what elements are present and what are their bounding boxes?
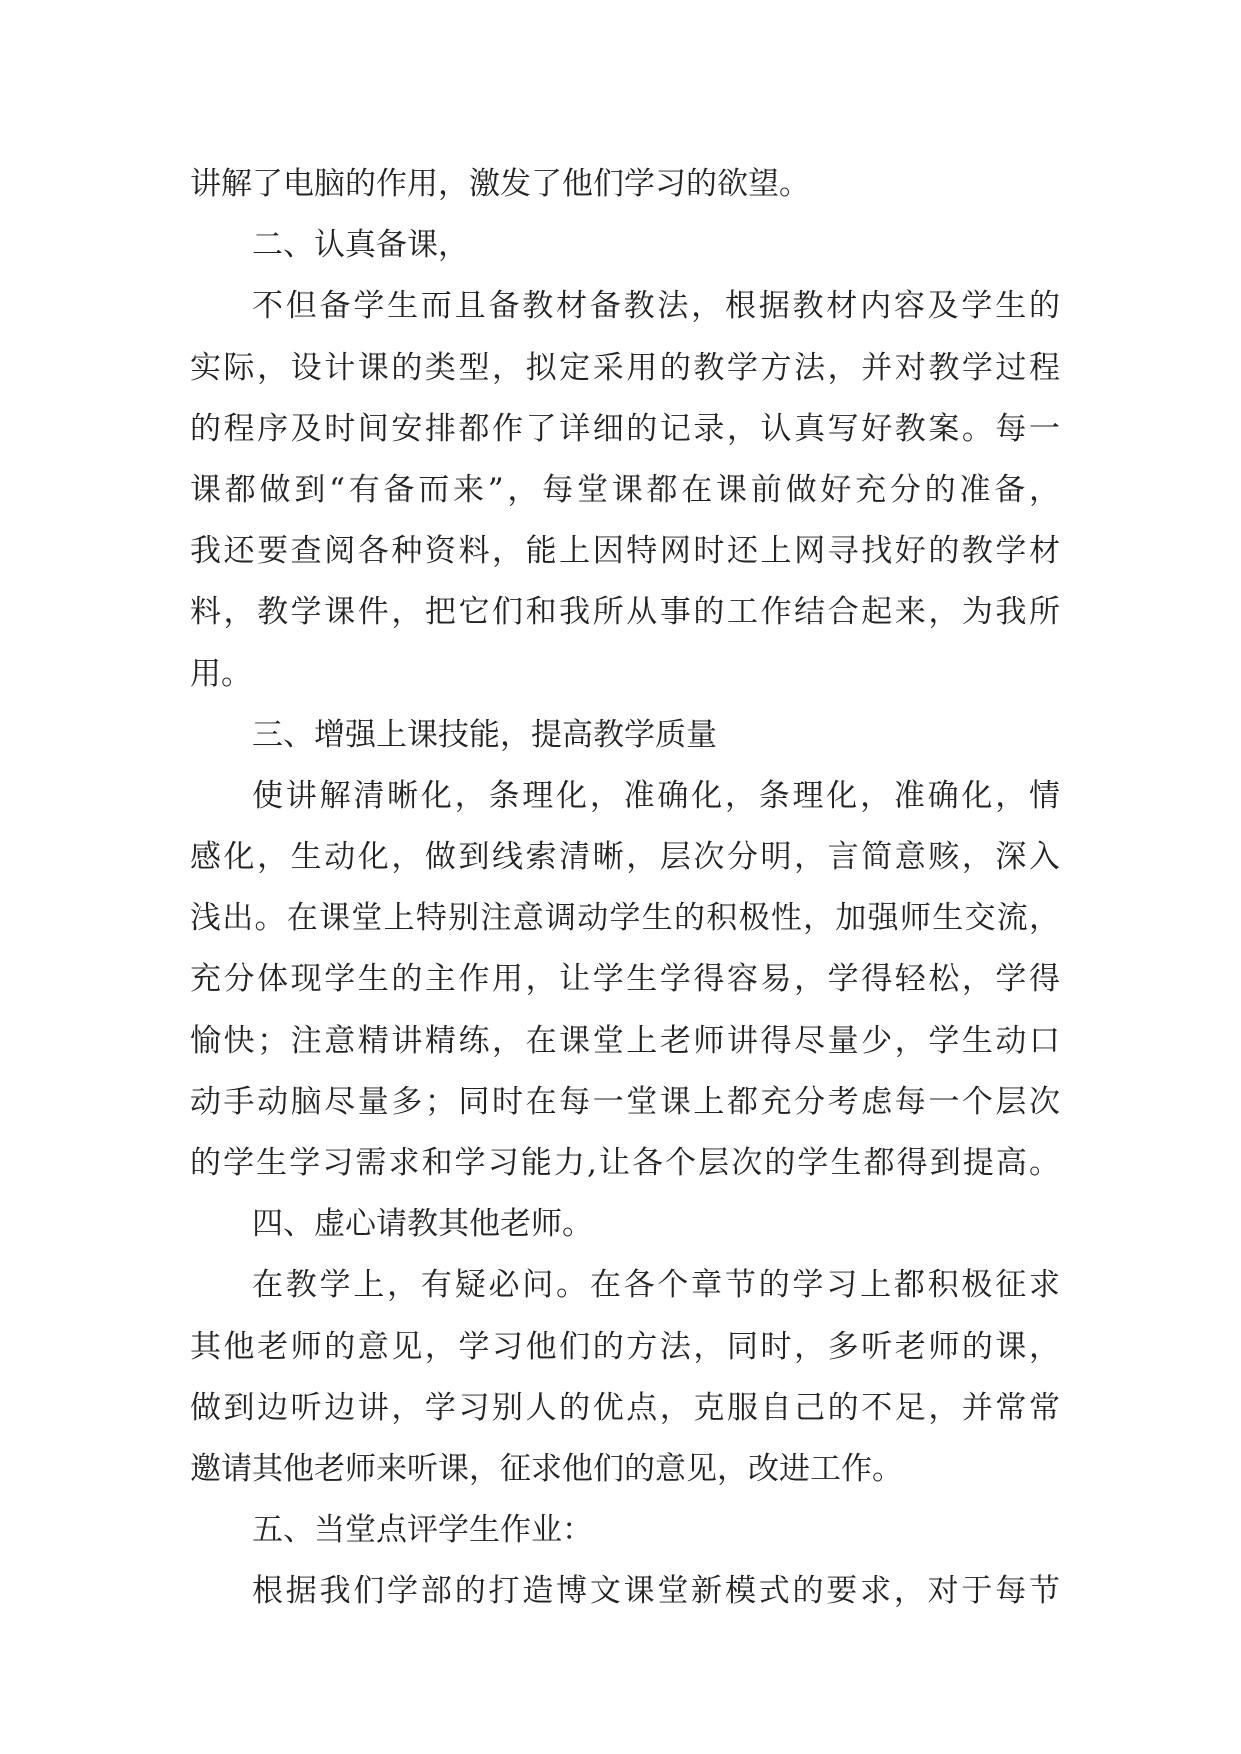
text-line: 不但备学生而且备教材备教法，根据教材内容及学生的 — [252, 288, 1060, 325]
text-line: 的程序及时间安排都作了详细的记录，认真写好教案。每一 — [190, 410, 1060, 447]
text-line: 我还要查阅各种资料，能上因特网时还上网寻找好的教学材 — [190, 533, 1060, 570]
text-line: 邀请其他老师来听课，征求他们的意见，改进工作。 — [190, 1450, 903, 1487]
text-line: 动手动脑尽量多；同时在每一堂课上都充分考虑每一个层次 — [190, 1083, 1060, 1120]
text-line: 做到边听边讲，学习别人的优点，克服自己的不足，并常常 — [190, 1389, 1060, 1426]
text-line: 三、增强上课技能，提高教学质量 — [252, 716, 717, 753]
text-line: 二、认真备课， — [252, 227, 469, 264]
text-line: 讲解了电脑的作用，激发了他们学习的欲望。 — [190, 166, 810, 202]
text-line: 浅出。在课堂上特别注意调动学生的积极性，加强师生交流， — [190, 900, 1060, 937]
text-line: 四、虚心请教其他老师。 — [252, 1206, 593, 1243]
text-line: 使讲解清晰化，条理化，准确化，条理化，准确化，情 — [252, 777, 1060, 814]
text-line: 根据我们学部的打造博文课堂新模式的要求，对于每节 — [252, 1573, 1060, 1610]
text-line: 的学生学习需求和学习能力,让各个层次的学生都得到提高。 — [190, 1145, 1060, 1181]
document-body — [190, 154, 1060, 1623]
text-line: 五、当堂点评学生作业： — [252, 1512, 593, 1549]
text-line: 实际，设计课的类型，拟定采用的教学方法，并对教学过程 — [190, 349, 1060, 386]
text-line: 在教学上，有疑必问。在各个章节的学习上都积极征求 — [252, 1267, 1060, 1304]
text-line: 用。 — [190, 655, 252, 692]
text-line: 其他老师的意见，学习他们的方法，同时，多听老师的课， — [190, 1328, 1060, 1365]
text-line: 课都做到“有备而来”，每堂课都在课前做好充分的准备， — [190, 471, 1060, 508]
text-line: 充分体现学生的主作用，让学生学得容易，学得轻松，学得 — [190, 961, 1060, 998]
text-line: 愉快；注意精讲精练，在课堂上老师讲得尽量少，学生动口 — [190, 1022, 1060, 1059]
text-line: 料，教学课件，把它们和我所从事的工作结合起来，为我所 — [190, 594, 1060, 631]
text-line: 感化，生动化，做到线索清晰，层次分明，言简意赅，深入 — [190, 839, 1060, 876]
